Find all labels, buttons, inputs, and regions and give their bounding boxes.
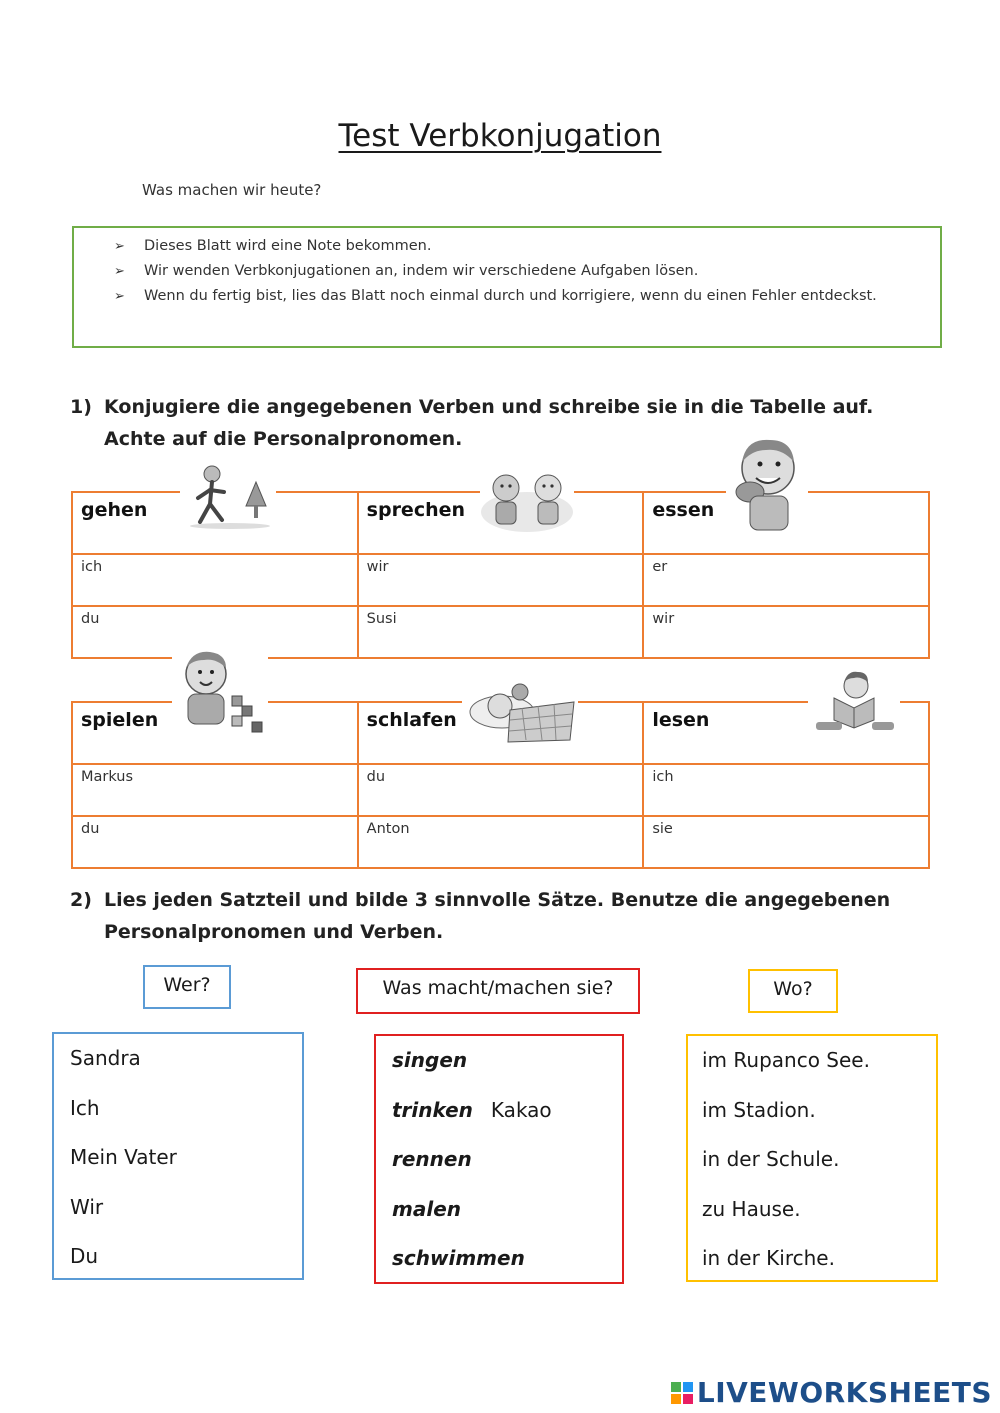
arrow-bullet-icon: ➢ bbox=[114, 289, 125, 304]
answer-cell[interactable]: sie bbox=[643, 816, 929, 868]
child-reading-illustration bbox=[808, 668, 900, 738]
verb-header: schlafen bbox=[358, 702, 644, 764]
what-item: rennen bbox=[392, 1147, 472, 1171]
walking-boy-illustration bbox=[180, 462, 276, 532]
where-box bbox=[686, 1034, 938, 1282]
answer-cell[interactable]: du bbox=[72, 816, 358, 868]
arrow-bullet-icon: ➢ bbox=[114, 264, 125, 279]
answer-cell[interactable]: wir bbox=[643, 606, 929, 658]
task-1-instruction: 1) Konjugiere die angegebenen Verben und schreibe sie in die Tabelle auf. Achte auf die Personalpronomen. bbox=[70, 391, 873, 455]
sleeping-child-illustration bbox=[462, 674, 578, 748]
liveworksheets-logo bbox=[671, 1376, 992, 1409]
arrow-bullet-icon: ➢ bbox=[114, 239, 125, 254]
verb-header: gehen bbox=[72, 492, 358, 554]
what-item-object: Kakao bbox=[490, 1097, 552, 1122]
answer-cell[interactable]: ich bbox=[643, 764, 929, 816]
what-item: malen bbox=[392, 1196, 461, 1221]
where-item: in der Schule. bbox=[702, 1147, 840, 1171]
verb-header: essen bbox=[643, 492, 929, 554]
verb-header: spielen bbox=[72, 702, 358, 764]
who-item: Du bbox=[70, 1244, 99, 1268]
logo-blocks-icon bbox=[671, 1382, 693, 1404]
who-item: Wir bbox=[70, 1194, 104, 1219]
verb-header: sprechen bbox=[358, 492, 644, 554]
talking-children-illustration bbox=[480, 466, 574, 534]
what-box bbox=[374, 1034, 624, 1284]
answer-cell[interactable]: du bbox=[358, 764, 644, 816]
who-item: Ich bbox=[70, 1095, 100, 1120]
goals-box bbox=[72, 226, 942, 348]
who-label: Wer? bbox=[143, 965, 231, 1009]
boy-playing-blocks-illustration bbox=[172, 646, 268, 742]
goal-item: ➢ Wir wenden Verbkonjugationen an, indem wir verschiedene Aufgaben lösen. bbox=[110, 259, 940, 284]
answer-cell[interactable]: wir bbox=[358, 554, 644, 606]
goal-item: ➢ Dieses Blatt wird eine Note bekommen. bbox=[110, 234, 940, 259]
answer-cell[interactable]: Markus bbox=[72, 764, 358, 816]
who-item: Sandra bbox=[70, 1046, 141, 1070]
boy-eating-illustration bbox=[726, 434, 808, 534]
goal-item: ➢ Wenn du fertig bist, lies das Blatt noch einmal durch und korrigiere, wenn du einen Fehler entdeckst. bbox=[110, 284, 940, 309]
where-item: in der Kirche. bbox=[702, 1246, 835, 1270]
what-item: schwimmen bbox=[392, 1246, 525, 1270]
answer-cell[interactable]: du bbox=[72, 606, 358, 658]
who-item: Mein Vater bbox=[70, 1145, 177, 1169]
what-item: trinken Kakao bbox=[392, 1097, 552, 1122]
verb-header: lesen bbox=[643, 702, 929, 764]
where-item: im Stadion. bbox=[702, 1097, 816, 1122]
answer-cell[interactable]: Anton bbox=[358, 816, 644, 868]
who-box bbox=[52, 1032, 304, 1280]
where-item: zu Hause. bbox=[702, 1196, 801, 1221]
answer-cell[interactable]: ich bbox=[72, 554, 358, 606]
answer-cell[interactable]: Susi bbox=[358, 606, 644, 658]
what-label: Was macht/machen sie? bbox=[356, 968, 640, 1014]
task-2-instruction: 2) Lies jeden Satzteil und bilde 3 sinnvolle Sätze. Benutze die angegebenen Personalpronomen und Verben. bbox=[70, 884, 890, 948]
answer-cell[interactable]: er bbox=[643, 554, 929, 606]
subtitle: Was machen wir heute? bbox=[142, 181, 322, 199]
task-2-number: 2) bbox=[70, 889, 92, 911]
where-item: im Rupanco See. bbox=[702, 1048, 870, 1072]
where-label: Wo? bbox=[748, 969, 838, 1013]
what-item: singen bbox=[392, 1048, 468, 1072]
task-1-number: 1) bbox=[70, 396, 92, 418]
brand-name: LIVEWORKSHEETS bbox=[696, 1376, 992, 1409]
page-title: Test Verbkonjugation bbox=[338, 118, 662, 154]
